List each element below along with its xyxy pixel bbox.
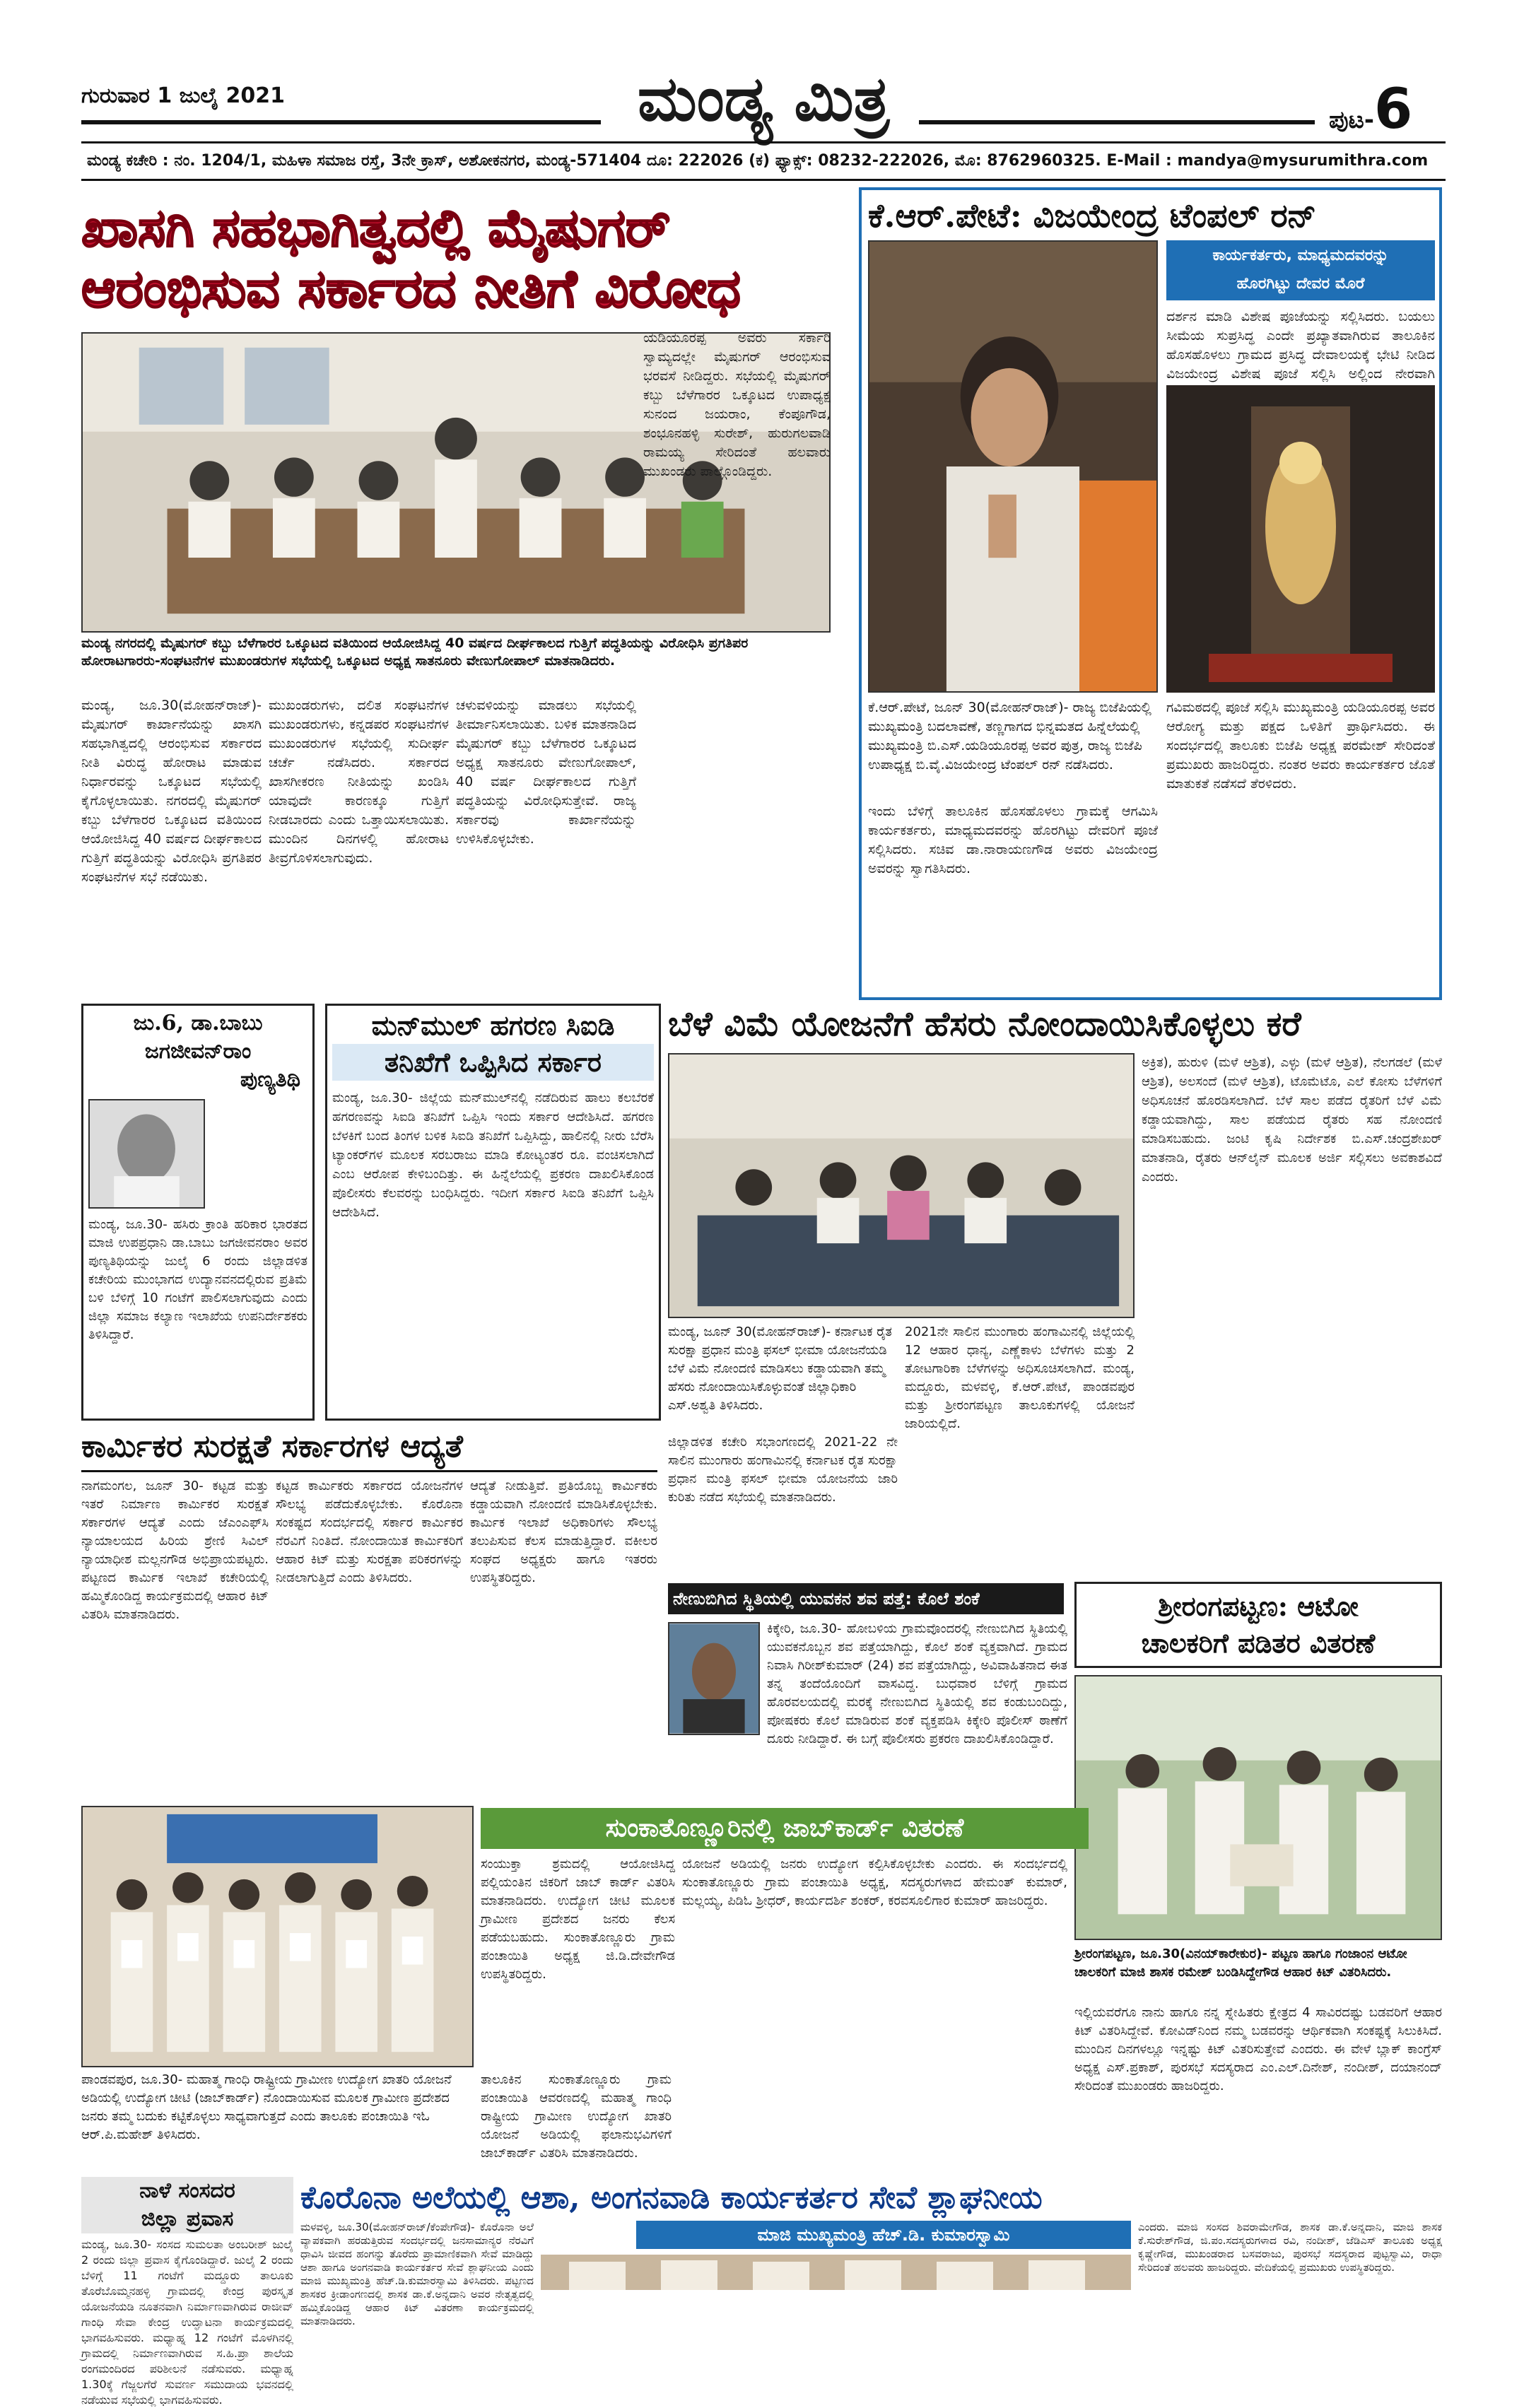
insurance-col-3: ಅಕ್ರಿತ), ಹುರುಳಿ (ಮಳೆ ಆಶ್ರಿತ), ಎಳ್ಳು (ಮಳೆ ಆಶ್ರಿತ), ನೆಲಗಡಲೆ (ಮಳೆ ಆಶ್ರಿತ), ಅಲಸಂದೆ (ಮಳೆ ಆಶ್ರಿತ), ಟೊಮೆಟೊ, ಎಲೆ ಕೋಸು ಬೆಳೆಗಳಿಗೆ ಅಧಿಸೂಚನೆ ಹೊರಡಿಸಲಾಗಿದೆ. ಬೆಳೆ ಸಾಲ ಪಡೆದ ರೈತರಿಗೆ ಬೆಳೆ ವಿಮೆ ಕಡ್ಡಾಯವಾಗಿದ್ದು, ಸಾಲ ಪಡೆಯದ ರೈತರು ಸಹ ನೋಂದಣಿ ಮಾಡಿಸಬಹುದು. ಜಂಟಿ ಕೃಷಿ ನಿರ್ದೇಶಕ ಬಿ.ಎಸ್.ಚಂದ್ರಶೇಖರ್ ಮಾತನಾಡಿ, ರೈತರು ಆನ್‌ಲೈನ್ ಮೂಲಕ ಅರ್ಜಿ ಸಲ್ಲಿಸಲು ಅವಕಾಶವಿದೆ ಎಂದರು.: [1142, 1055, 1442, 1185]
babu-body: ಮಂಡ್ಯ, ಜೂ.30- ಹಸಿರು ಕ್ರಾಂತಿ ಹರಿಕಾರ ಭಾರತದ ಮಾಜಿ ಉಪಪ್ರಧಾನಿ ಡಾ.ಬಾಬು ಜಗಜೀವನರಾಂ ಅವರ ಪುಣ್ಯತಿಥಿಯನ್ನು ಜುಲೈ 6 ರಂದು ಜಿಲ್ಲಾಡಳಿತ ಕಚೇರಿಯ ಮುಂಭಾಗದ ಉದ್ಯಾನವನದಲ್ಲಿರುವ ಪ್ರತಿಮೆ ಬಳಿ ಬೆಳಿಗ್ಗೆ 10 ಗಂಟೆಗೆ ಪಾಲಿಸಲಾಗುವುದು ಎಂದು ಜಿಲ್ಲಾ ಸಮಾಜ ಕಲ್ಯಾಣ ಇಲಾಖೆಯ ಉಪನಿರ್ದೇಶಕರು ತಿಳಿಸಿದ್ದಾರೆ.: [88, 1217, 307, 1342]
workers-headline: ಕಾರ್ಮಿಕರ ಸುರಕ್ಷತೆ ಸರ್ಕಾರಗಳ ಆದ್ಯತೆ: [81, 1428, 463, 1464]
issue-date: ಗುರುವಾರ 1 ಜುಲೈ 2021: [81, 83, 285, 108]
temple-col-left: ಇಂದು ಬೆಳಿಗ್ಗೆ ತಾಲೂಕಿನ ಹೊಸಹೊಳಲು ಗ್ರಾಮಕ್ಕೆ ಆಗಮಿಸಿ ಕಾರ್ಯಕರ್ತರು, ಮಾಧ್ಯಮದವರನ್ನು ಹೊರಗಿಟ್ಟು ದೇವರಿಗೆ ಪೂಜೆ ಸಲ್ಲಿಸಿದರು. ಸಚಿವ ಡಾ.ನಾರಾಯಣಗೌಡ ಅವರು ವಿಜಯೇಂದ್ರ ಅವರನ್ನು ಸ್ವಾಗತಿಸಿದರು.: [868, 804, 1158, 876]
jobcard-headline: ಸುಂಕಾತೊಣ್ಣೂರಿನಲ್ಲಿ ಜಾಬ್‌ಕಾರ್ಡ್ ವಿತರಣೆ: [481, 1808, 1089, 1849]
jobcard-caption: ಪಾಂಡವಪುರ, ಜೂ.30- ಮಹಾತ್ಮ ಗಾಂಧಿ ರಾಷ್ಟ್ರೀಯ ಗ್ರಾಮೀಣ ಉದ್ಯೋಗ ಖಾತರಿ ಯೋಜನೆ ಅಡಿಯಲ್ಲಿ ಉದ್ಯೋಗ ಚೀಟಿ (ಜಾಬ್‌ಕಾರ್ಡ್) ನೊಂದಾಯಿಸುವ ಮೂಲಕ ಗ್ರಾಮೀಣ ಪ್ರದೇಶದ ಜನರು ತಮ್ಮ ಬದುಕು ಕಟ್ಟಿಕೊಳ್ಳಲು ಸಾಧ್ಯವಾಗುತ್ತದೆ ಎಂದು ತಾಲೂಕು ಪಂಚಾಯಿತಿ ಇಓ ಆರ್.ಪಿ.ಮಹೇಶ್ ತಿಳಿಸಿದರು.: [81, 2071, 474, 2166]
corona-col-1: ಮಳವಳ್ಳಿ, ಜೂ.30(ಮೋಹನ್‌ರಾಜ್/ಕೆಂಪೇಗೌಡ)- ಕೊರೊನಾ ಅಲೆ ವ್ಯಾಪಕವಾಗಿ ಹರಡುತ್ತಿರುವ ಸಂದರ್ಭದಲ್ಲಿ ಜನಸಾಮಾನ್ಯರ ನೆರವಿಗೆ ಧಾವಿಸಿ ಜೀವದ ಹಂಗನ್ನು ತೊರೆದು ಪ್ರಾಮಾಣಿಕವಾಗಿ ಸೇವೆ ಮಾಡಿದ್ದು ಆಶಾ ಹಾಗೂ ಅಂಗನವಾಡಿ ಕಾರ್ಯಕರ್ತರ ಸೇವೆ ಶ್ಲಾಘನೀಯ ಎಂದು ಮಾಜಿ ಮುಖ್ಯಮಂತ್ರಿ ಹೆಚ್.ಡಿ.ಕುಮಾರಸ್ವಾಮಿ ತಿಳಿಸಿದರು. ಪಟ್ಟಣದ ಶಾಸಕರ ಕ್ರೀಡಾಂಗಣದಲ್ಲಿ ಶಾಸಕ ಡಾ.ಕೆ.ಅನ್ನದಾನಿ ಅವರ ನೇತೃತ್ವದಲ್ಲಿ ಹಮ್ಮಿಕೊಂಡಿದ್ದ ಆಹಾರ ಕಿಟ್ ವಿತರಣಾ ಕಾರ್ಯಕ್ರಮದಲ್ಲಿ ಮಾತನಾಡಿದರು.: [300, 2221, 534, 2327]
jobcard-photo: [81, 1806, 474, 2067]
sugar-headline-line-2: ಆರಂಭಿಸುವ ಸರ್ಕಾರದ ನೀತಿಗೆ ವಿರೋಧ: [81, 259, 831, 319]
page-label: ಪುಟ-: [1329, 106, 1374, 134]
workers-col-1: ನಾಗಮಂಗಲ, ಜೂನ್ 30- ಕಟ್ಟಡ ಮತ್ತು ಇತರೆ ನಿರ್ಮಾಣ ಕಾರ್ಮಿಕರ ಸುರಕ್ಷತೆ ಸರ್ಕಾರಗಳ ಆದ್ಯತೆ ಎಂದು ಜೆಎಂಎಫ್‌ಸಿ ನ್ಯಾಯಾಲಯದ ಹಿರಿಯ ಶ್ರೇಣಿ ಸಿವಿಲ್ ನ್ಯಾಯಾಧೀಶ ಮಲ್ಲನಗೌಡ ಅಭಿಪ್ರಾಯಪಟ್ಟರು. ಪಟ್ಟಣದ ಕಾರ್ಮಿಕ ಇಲಾಖೆ ಕಚೇರಿಯಲ್ಲಿ ಹಮ್ಮಿಕೊಂಡಿದ್ದ ಕಾರ್ಯಕ್ರಮದಲ್ಲಿ ಆಹಾರ ಕಿಟ್ ವಿತರಿಸಿ ಮಾತನಾಡಿದರು.: [81, 1479, 269, 1622]
babu-headline-line-3: ಪುಣ್ಯತಿಥಿ: [240, 1067, 300, 1092]
portrait-illustration: [90, 1100, 204, 1207]
insurance-col-1: ಜಿಲ್ಲಾಡಳಿತ ಕಚೇರಿ ಸಭಾಂಗಣದಲ್ಲಿ 2021-22 ನೇ ಸಾಲಿನ ಮುಂಗಾರು ಹಂಗಾಮಿನಲ್ಲಿ ಕರ್ನಾಟಕ ರೈತ ಸುರಕ್ಷಾ ಪ್ರಧಾನ ಮಂತ್ರಿ ಫಸಲ್ ಭೀಮಾ ಯೋಜನೆಯ ಜಾರಿ ಕುರಿತು ನಡೆದ ಸಭೆಯಲ್ಲಿ ಮಾತನಾಡಿದರು.: [668, 1435, 898, 1505]
workers-col-3: ಆದ್ಯತೆ ನೀಡುತ್ತಿವೆ. ಪ್ರತಿಯೊಬ್ಬ ಕಾರ್ಮಿಕರು ಕಡ್ಡಾಯವಾಗಿ ನೋಂದಣಿ ಮಾಡಿಸಿಕೊಳ್ಳಬೇಕು. ಕಾರ್ಮಿಕ ಇಲಾಖೆ ಅಧಿಕಾರಿಗಳು ಸೌಲಭ್ಯ ತಲುಪಿಸುವ ಕೆಲಸ ಮಾಡುತ್ತಿದ್ದಾರೆ. ವಕೀಲರ ಸಂಘದ ಅಧ್ಯಕ್ಷರು ಹಾಗೂ ಇತರರು ಉಪಸ್ಥಿತರಿದ್ದರು.: [470, 1479, 657, 1585]
workers-col-2: ಕಟ್ಟಡ ಕಾರ್ಮಿಕರು ಸರ್ಕಾರದ ಯೋಜನೆಗಳ ಸೌಲಭ್ಯ ಪಡೆದುಕೊಳ್ಳಬೇಕು. ಕೊರೊನಾ ಸಂಕಷ್ಟದ ಸಂದರ್ಭದಲ್ಲಿ ಸರ್ಕಾರ ಕಾರ್ಮಿಕರ ನೆರವಿಗೆ ನಿಂತಿದೆ. ನೋಂದಾಯಿತ ಕಾರ್ಮಿಕರಿಗೆ ಆಹಾರ ಕಿಟ್ ಮತ್ತು ಸುರಕ್ಷತಾ ಪರಿಕರಗಳನ್ನು ನೀಡಲಾಗುತ್ತಿದೆ ಎಂದು ತಿಳಿಸಿದರು.: [276, 1479, 463, 1585]
temple-subhead-line-1: ಕಾರ್ಯಕರ್ತರು, ಮಾಧ್ಯಮದವರನ್ನು: [1212, 247, 1389, 264]
sugar-col-4: ಯಡಿಯೂರಪ್ಪ ಅವರು ಸರ್ಕಾರಿ ಸ್ವಾಮ್ಯದಲ್ಲೇ ಮೈಷುಗರ್ ಆರಂಭಿಸುವ ಭರವಸೆ ನೀಡಿದ್ದರು. ಸಭೆಯಲ್ಲಿ ಮೈಷುಗರ್ ಕಬ್ಬು ಬೆಳೆಗಾರರ ಒಕ್ಕೂಟದ ಉಪಾಧ್ಯಕ್ಷ ಸುನಂದ ಜಯರಾಂ, ಕೆಂಪೂಗೌಡ, ಶಂಭೂನಹಳ್ಳಿ ಸುರೇಶ್, ಹುರುಗಲವಾಡಿ ರಾಮಯ್ಯ ಸೇರಿದಂತೆ ಹಲವಾರು ಮುಖಂಡರು ಪಾಲ್ಗೊಂಡಿದ್ದರು.: [643, 330, 831, 479]
temple-col-right: ಗವಿಮಠದಲ್ಲಿ ಪೂಜೆ ಸಲ್ಲಿಸಿ ಮುಖ್ಯಮಂತ್ರಿ ಯಡಿಯೂರಪ್ಪ ಅವರ ಆರೋಗ್ಯ ಮತ್ತು ಪಕ್ಷದ ಒಳಿತಿಗೆ ಪ್ರಾರ್ಥಿಸಿದರು. ಈ ಸಂದರ್ಭದಲ್ಲಿ ತಾಲೂಕು ಬಿಜೆಪಿ ಅಧ್ಯಕ್ಷ ಪರಮೇಶ್ ಸೇರಿದಂತೆ ಪ್ರಮುಖರು ಹಾಜರಿದ್ದರು. ನಂತರ ಅವರು ಕಾರ್ಯಕರ್ತರ ಜೊತೆ ಮಾತುಕತೆ ನಡೆಸದೆ ತೆರಳಿದರು.: [1166, 700, 1435, 792]
auto-headline-line-1: ಶ್ರೀರಂಗಪಟ್ಟಣ: ಆಟೋ: [1158, 1590, 1359, 1622]
temple-photo-illustration: [869, 242, 1156, 691]
corona-col-5: ಎಂದರು. ಮಾಜಿ ಸಂಸದ ಶಿವರಾಮೇಗೌಡ, ಶಾಸಕ ಡಾ.ಕೆ.ಅನ್ನದಾನಿ, ಮಾಜಿ ಶಾಸಕ ಕೆ.ಸುರೇಶ್‌ಗೌಡ, ಜಿ.ಪಂ.ಸದಸ್ಯರುಗಳಾದ ರವಿ, ನಂದೀಶ್, ಜೆಡಿಎಸ್ ತಾಲೂಕು ಅಧ್ಯಕ್ಷ ಕೃಷ್ಣೇಗೌಡ, ಮುಖಂಡರಾದ ಬಸವರಾಜು, ಪುರಸಭೆ ಸದಸ್ಯರಾದ ಪುಟ್ಟಸ್ವಾಮಿ, ರಾಧಾ ಸೇರಿದಂತೆ ಹಲವರು ಹಾಜರಿದ್ದರು. ವೇದಿಕೆಯಲ್ಲಿ ಪ್ರಮುಖರು ಉಪಸ್ಥಿತರಿದ್ದರು.: [1138, 2221, 1442, 2274]
sugar-col-2: ಮುಖಂಡರುಗಳು, ದಲಿತ ಸಂಘಟನೆಗಳ ಮುಖಂಡರುಗಳು, ಕನ್ನಡಪರ ಸಂಘಟನೆಗಳ ಮುಖಂಡರುಗಳ ಸಭೆಯಲ್ಲಿ ಸುದೀರ್ಘ ಚರ್ಚೆ ನಡೆಸಿದರು. ಸರ್ಕಾರದ ಖಾಸಗೀಕರಣ ನೀತಿಯನ್ನು ಖಂಡಿಸಿ ಯಾವುದೇ ಕಾರಣಕ್ಕೂ ಗುತ್ತಿಗೆ ನೀಡಬಾರದು ಎಂದು ಒತ್ತಾಯಿಸಲಾಯಿತು. ಮುಂದಿನ ದಿನಗಳಲ್ಲಿ ಹೋರಾಟ ತೀವ್ರಗೊಳಿಸಲಾಗುವುದು.: [269, 698, 449, 866]
temple-subhead: [1166, 240, 1435, 300]
sansad-headline-line-2: ಜಿಲ್ಲಾ ಪ್ರವಾಸ: [141, 2207, 234, 2231]
masthead-rule-right: [919, 120, 1315, 124]
corona-stage-photo-strip: [541, 2255, 1131, 2290]
insurance-meeting-photo: [668, 1053, 1135, 1318]
death-headline: ನೇಣುಬಿಗಿದ ಸ್ಥಿತಿಯಲ್ಲಿ ಯುವಕನ ಶವ ಪತ್ತೆ: ಕೊಲೆ ಶಂಕೆ: [673, 1589, 980, 1609]
sansad-headline-line-1: ನಾಳೆ ಸಂಸದರ: [139, 2178, 235, 2203]
babu-headline-line-2: ಜಗಜೀವನ್‌ರಾಂ: [144, 1039, 252, 1064]
temple-photo: [868, 240, 1158, 693]
sugar-col-1: ಮಂಡ್ಯ, ಜೂ.30(ಮೋಹನ್‌ರಾಜ್)- ಮೈಷುಗರ್ ಕಾರ್ಖಾನೆಯನ್ನು ಖಾಸಗಿ ಸಹಭಾಗಿತ್ವದಲ್ಲಿ ಆರಂಭಿಸುವ ಸರ್ಕಾರದ ನೀತಿ ವಿರುದ್ಧ ಹೋರಾಟ ಮಾಡುವ ನಿರ್ಧಾರವನ್ನು ಒಕ್ಕೂಟದ ಸಭೆಯಲ್ಲಿ ಕೈಗೊಳ್ಳಲಾಯಿತು. ನಗರದಲ್ಲಿ ಮೈಷುಗರ್ ಕಬ್ಬು ಬೆಳೆಗಾರರ ಒಕ್ಕೂಟದ ವತಿಯಿಂದ ಆಯೋಜಿಸಿದ್ದ 40 ವರ್ಷದ ದೀರ್ಘಕಾಲದ ಗುತ್ತಿಗೆ ಪದ್ಧತಿಯನ್ನು ವಿರೋಧಿಸಿ ಪ್ರಗತಿಪರ ಸಂಘಟನೆಗಳ ಸಭೆ ನಡೆಯಿತು.: [81, 698, 262, 885]
temple-photo-caption: ಕೆ.ಆರ್.ಪೇಟೆ, ಜೂನ್ 30(ಮೋಹನ್‌ರಾಜ್)- ರಾಜ್ಯ ಬಿಜೆಪಿಯಲ್ಲಿ ಮುಖ್ಯಮಂತ್ರಿ ಬದಲಾವಣೆ, ತಣ್ಣಗಾಗದ ಭಿನ್ನಮತದ ಹಿನ್ನೆಲೆಯಲ್ಲಿ ಮುಖ್ಯಮಂತ್ರಿ ಬಿ.ಎಸ್.ಯಡಿಯೂರಪ್ಪ ಅವರ ಪುತ್ರ, ರಾಜ್ಯ ಬಿಜೆಪಿ ಉಪಾಧ್ಯಕ್ಷ ಬಿ.ವೈ.ವಿಜಯೇಂದ್ರ ಟೆಂಪಲ್ ರನ್ ನಡೆಸಿದರು.: [868, 698, 1158, 797]
insurance-headline: ಬೆಳೆ ವಿಮೆ ಯೋಜನೆಗೆ ಹೆಸರು ನೋಂದಾಯಿಸಿಕೊಳ್ಳಲು ಕರೆ: [668, 1004, 1301, 1044]
manmul-body: ಮಂಡ್ಯ, ಜೂ.30- ಜಿಲ್ಲೆಯ ಮನ್‌ಮುಲ್‌ನಲ್ಲಿ ನಡೆದಿರುವ ಹಾಲು ಕಲಬೆರಕೆ ಹಗರಣವನ್ನು ಸಿಐಡಿ ತನಿಖೆಗೆ ಒಪ್ಪಿಸಿ ಇಂದು ಸರ್ಕಾರ ಆದೇಶಿಸಿದೆ. ಹಗರಣ ಬೆಳಕಿಗೆ ಬಂದ ತಿಂಗಳ ಬಳಿಕ ಸಿಐಡಿ ತನಿಖೆಗೆ ಒಪ್ಪಿಸಿದ್ದು, ಹಾಲಿನಲ್ಲಿ ನೀರು ಬೆರೆಸಿ ಟ್ಯಾಂಕರ್‌ಗಳ ಮೂಲಕ ಸರಬರಾಜು ಮಾಡಿ ಕೋಟ್ಯಂತರ ರೂ. ವಂಚಿಸಲಾಗಿದೆ ಎಂಬ ಆರೋಪ ಕೇಳಿಬಂದಿತ್ತು. ಈ ಹಿನ್ನೆಲೆಯಲ್ಲಿ ಪ್ರಕರಣ ದಾಖಲಿಸಿಕೊಂಡ ಪೊಲೀಸರು ಕೆಲವರನ್ನು ಬಂಧಿಸಿದ್ದರು. ಇದೀಗ ಸರ್ಕಾರ ಸಿಐಡಿ ತನಿಖೆಗೆ ಒಪ್ಪಿಸಿ ಆದೇಶಿಸಿದೆ.: [332, 1091, 654, 1220]
jobcard-photo-illustration: [83, 1807, 472, 2066]
auto-distribution-photo: [1074, 1675, 1442, 1940]
sugar-col-3: ಚಳುವಳಿಯನ್ನು ಮಾಡಲು ಸಭೆಯಲ್ಲಿ ತೀರ್ಮಾನಿಸಲಾಯಿತು. ಬಳಿಕ ಮಾತನಾಡಿದ ಮೈಷುಗರ್ ಕಬ್ಬು ಬೆಳೆಗಾರರ ಒಕ್ಕೂಟದ ಅಧ್ಯಕ್ಷ ಸಾತನೂರು ವೇಣುಗೋಪಾಲ್, 40 ವರ್ಷ ದೀರ್ಘಕಾಲದ ಗುತ್ತಿಗೆ ಪದ್ಧತಿಯನ್ನು ವಿರೋಧಿಸುತ್ತೇವೆ. ರಾಜ್ಯ ಸರ್ಕಾರವು ಕಾರ್ಖಾನೆಯನ್ನು ಉಳಿಸಿಕೊಳ್ಳಬೇಕು.: [456, 698, 636, 847]
temple-headline: ಕೆ.ಆರ್.ಪೇಟೆ: ವಿಜಯೇಂದ್ರ ಟೆಂಪಲ್ ರನ್: [868, 196, 1317, 235]
victim-portrait-illustration: [669, 1623, 758, 1734]
sugar-headline-line-1: ಖಾಸಗಿ ಸಹಭಾಗಿತ್ವದಲ್ಲಿ ಮೈಷುಗರ್: [81, 198, 831, 259]
corona-headline: ಕೊರೊನಾ ಅಲೆಯಲ್ಲಿ ಆಶಾ, ಅಂಗನವಾಡಿ ಕಾರ್ಯಕರ್ತರ ಸೇವೆ ಶ್ಲಾಘನೀಯ: [300, 2180, 1043, 2216]
jobcard-col-2: ಸಂಯುಕ್ತಾ ಶ್ರಮದಲ್ಲಿ ಆಯೋಜಿಸಿದ್ದ ಪಲ್ಲಿಯಂತಿನ ಜಿಕರಿಗೆ ಜಾಬ್ ಕಾರ್ಡ್ ವಿತರಿಸಿ ಮಾತನಾಡಿದರು. ಉದ್ಯೋಗ ಚೀಟಿ ಮೂಲಕ ಗ್ರಾಮೀಣ ಪ್ರದೇಶದ ಜನರು ಕೆಲಸ ಪಡೆಯಬಹುದು. ಸುಂಕಾತೊಣ್ಣೂರು ಗ್ರಾಮ ಪಂಚಾಯಿತಿ ಅಧ್ಯಕ್ಷ ಜಿ.ಡಿ.ದೇವೇಗೌಡ ಉಪಸ್ಥಿತರಿದ್ದರು.: [481, 1857, 675, 1982]
sugar-photo-caption: ಮಂಡ್ಯ ನಗರದಲ್ಲಿ ಮೈಷುಗರ್ ಕಬ್ಬು ಬೆಳೆಗಾರರ ಒಕ್ಕೂಟದ ವತಿಯಿಂದ ಆಯೋಜಿಸಿದ್ದ 40 ವರ್ಷದ ದೀರ್ಘಕಾಲದ ಗುತ್ತಿಗೆ ಪದ್ಧತಿಯನ್ನು ವಿರೋಧಿಸಿ ಪ್ರಗತಿಪರ ಹೋರಾಟಗಾರರು-ಸಂಘಟನೆಗಳ ಮುಖಂಡರುಗಳ ಸಭೆಯಲ್ಲಿ ಒಕ್ಕೂಟದ ಅಧ್ಯಕ್ಷ ಸಾತನೂರು ವೇಣುಗೋಪಾಲ್ ಮಾತನಾಡಿದರು.: [81, 635, 831, 691]
insurance-photo-illustration: [669, 1055, 1133, 1317]
insurance-col-2: 2021ನೇ ಸಾಲಿನ ಮುಂಗಾರು ಹಂಗಾಮಿನಲ್ಲಿ ಜಿಲ್ಲೆಯಲ್ಲಿ 12 ಆಹಾರ ಧಾನ್ಯ, ಎಣ್ಣೆಕಾಳು ಬೆಳೆಗಳು ಮತ್ತು 2 ತೋಟಗಾರಿಕಾ ಬೆಳೆಗಳನ್ನು ಅಧಿಸೂಚಿಸಲಾಗಿದೆ. ಮಂಡ್ಯ, ಮದ್ದೂರು, ಮಳವಳ್ಳಿ, ಕೆ.ಆರ್.ಪೇಟೆ, ಪಾಂಡವಪುರ ಮತ್ತು ಶ್ರೀರಂಗಪಟ್ಟಣ ತಾಲೂಕುಗಳಲ್ಲಿ ಯೋಜನೆ ಜಾರಿಯಲ್ಲಿದೆ.: [905, 1325, 1135, 1431]
temple-side-text: ದರ್ಶನ ಮಾಡಿ ವಿಶೇಷ ಪೂಜೆಯನ್ನು ಸಲ್ಲಿಸಿದರು. ಬಯಲು ಸೀಮೆಯ ಸುಪ್ರಸಿದ್ಧ ಎಂದೇ ಪ್ರಖ್ಯಾತವಾಗಿರುವ ತಾಲೂಕಿನ ಹೊಸಹೊಳಲು ಗ್ರಾಮದ ಪ್ರಸಿದ್ಧ ದೇವಾಲಯಕ್ಕೆ ಭೇಟಿ ನೀಡಿದ ವಿಜಯೇಂದ್ರ ವಿಶೇಷ ಪೂಜೆ ಸಲ್ಲಿಸಿ ಅಲ್ಲಿಂದ ನೇರವಾಗಿ: [1166, 309, 1435, 382]
idol-illustration: [1166, 385, 1435, 693]
sansad-headline: [81, 2177, 293, 2233]
temple-idol-image: [1166, 385, 1435, 693]
manmul-headline-line-2: ತನಿಖೆಗೆ ಒಪ್ಪಿಸಿದ ಸರ್ಕಾರ: [332, 1044, 654, 1081]
page-number-value: 6: [1374, 78, 1413, 141]
corona-subhead: ಮಾಜಿ ಮುಖ್ಯಮಂತ್ರಿ ಹೆಚ್.ಡಿ. ಕುಮಾರಸ್ವಾಮಿ: [636, 2221, 1131, 2249]
page-number: [1329, 78, 1412, 141]
auto-headline-line-2: ಚಾಲಕರಿಗೆ ಪಡಿತರ ವಿತರಣೆ: [1141, 1627, 1376, 1659]
auto-headline: [1074, 1582, 1442, 1668]
temple-subhead-line-2: ಹೊರಗಿಟ್ಟು ದೇವರ ಮೊರೆ: [1236, 275, 1365, 293]
babu-headline: [88, 1009, 307, 1094]
death-victim-photo: [668, 1622, 760, 1735]
manmul-headline: [332, 1007, 654, 1081]
corona-photo-illustration: [541, 2255, 1131, 2290]
office-address-bar: ಮಂಡ್ಯ ಕಚೇರಿ : ನಂ. 1204/1, ಮಹಿಳಾ ಸಮಾಜ ರಸ್ತೆ, 3ನೇ ಕ್ರಾಸ್, ಅಶೋಕನಗರ, ಮಂಡ್ಯ-571404 ದೂ: 222026 (ಕ) ಫ್ಯಾಕ್ಸ್: 08232-222026, ಮೊ: 8762960325. E-Mail : mandya@mysurumithra.com: [81, 141, 1446, 181]
babu-headline-line-1: ಜು.6, ಡಾ.ಬಾಬು: [133, 1011, 263, 1035]
insurance-photo-caption: ಮಂಡ್ಯ, ಜೂನ್ 30(ಮೋಹನ್‌ರಾಜ್)- ಕರ್ನಾಟಕ ರೈತ ಸುರಕ್ಷಾ ಪ್ರಧಾನ ಮಂತ್ರಿ ಫಸಲ್ ಭೀಮಾ ಯೋಜನೆಯಡಿ ಬೆಳೆ ವಿಮೆ ನೋಂದಣಿ ಮಾಡಿಸಲು ಕಡ್ಡಾಯವಾಗಿ ತಮ್ಮ ಹೆಸರು ನೋಂದಾಯಿಸಿಕೊಳ್ಳುವಂತೆ ಜಿಲ್ಲಾಧಿಕಾರಿ ಎಸ್.ಅಶ್ವತಿ ತಿಳಿಸಿದರು.: [668, 1323, 898, 1429]
manmul-headline-line-1: ಮನ್‌ಮುಲ್ ಹಗರಣ ಸಿಐಡಿ: [371, 1009, 615, 1041]
auto-photo-illustration: [1076, 1676, 1441, 1939]
workers-rule: [81, 1470, 657, 1472]
sugar-headline: [81, 198, 831, 319]
jobcard-col-1: ತಾಲೂಕಿನ ಸುಂಕಾತೊಣ್ಣೂರು ಗ್ರಾಮ ಪಂಚಾಯಿತಿ ಆವರಣದಲ್ಲಿ ಮಹಾತ್ಮ ಗಾಂಧಿ ರಾಷ್ಟ್ರೀಯ ಗ್ರಾಮೀಣ ಉದ್ಯೋಗ ಖಾತರಿ ಯೋಜನೆ ಅಡಿಯಲ್ಲಿ ಫಲಾನುಭವಿಗಳಿಗೆ ಜಾಬ್‌ಕಾರ್ಡ್ ವಿತರಿಸಿ ಮಾತನಾಡಿದರು.: [481, 2072, 672, 2161]
jobcard-col-3: ಯೋಜನೆ ಅಡಿಯಲ್ಲಿ ಜನರು ಉದ್ಯೋಗ ಕಲ್ಪಿಸಿಕೊಳ್ಳಬೇಕು ಎಂದರು. ಈ ಸಂದರ್ಭದಲ್ಲಿ ಸುಂಕಾತೊಣ್ಣೂರು ಗ್ರಾಮ ಪಂಚಾಯಿತಿ ಅಧ್ಯಕ್ಷ, ಸದಸ್ಯರುಗಳಾದ ಹೇಮಂತ್ ಕುಮಾರ್, ಮಲ್ಲಯ್ಯ, ಪಿಡಿಓ ಶ್ರೀಧರ್, ಕಾರ್ಯದರ್ಶಿ ಶಂಕರ್, ಕರವಸೂಲಿಗಾರ ಕುಮಾರ್ ಹಾಜರಿದ್ದರು.: [682, 1857, 1067, 1908]
newspaper-title: ಮಂಡ್ಯ ಮಿತ್ರ: [638, 61, 889, 135]
masthead-rule-left: [81, 120, 601, 124]
death-body: ಕಿಕ್ಕೇರಿ, ಜೂ.30- ಹೋಬಳಿಯ ಗ್ರಾಮವೊಂದರಲ್ಲಿ ನೇಣುಬಿಗಿದ ಸ್ಥಿತಿಯಲ್ಲಿ ಯುವಕನೊಬ್ಬನ ಶವ ಪತ್ತೆಯಾಗಿದ್ದು, ಕೊಲೆ ಶಂಕೆ ವ್ಯಕ್ತವಾಗಿದೆ. ಗ್ರಾಮದ ನಿವಾಸಿ ಗಿರೀಶ್‌ಕುಮಾರ್ (24) ಶವ ಪತ್ತೆಯಾಗಿದ್ದು, ಅವಿವಾಹಿತನಾದ ಈತ ತನ್ನ ತಂದೆಯೊಂದಿಗೆ ವಾಸವಿದ್ದ. ಬುಧವಾರ ಬೆಳಿಗ್ಗೆ ಗ್ರಾಮದ ಹೊರವಲಯದಲ್ಲಿ ಮರಕ್ಕೆ ನೇಣುಬಿಗಿದ ಸ್ಥಿತಿಯಲ್ಲಿ ಶವ ಕಂಡುಬಂದಿದ್ದು, ಪೋಷಕರು ಕೊಲೆ ಮಾಡಿರುವ ಶಂಕೆ ವ್ಯಕ್ತಪಡಿಸಿ ಕಿಕ್ಕೇರಿ ಪೊಲೀಸ್ ಠಾಣೆಗೆ ದೂರು ನೀಡಿದ್ದಾರೆ. ಈ ಬಗ್ಗೆ ಪೊಲೀಸರು ಪ್ರಕರಣ ದಾಖಲಿಸಿಕೊಂಡಿದ್ದಾರೆ.: [767, 1621, 1067, 1746]
auto-photo-caption: ಶ್ರೀರಂಗಪಟ್ಟಣ, ಜೂ.30(ವಿನಯ್‌ಕಾರೇಕುರ)- ಪಟ್ಟಣ ಹಾಗೂ ಗಂಜಾಂನ ಆಟೋ ಚಾಲಕರಿಗೆ ಮಾಜಿ ಶಾಸಕ ರಮೇಶ್ ಬಂಡಿಸಿದ್ದೇಗೌಡ ಆಹಾರ ಕಿಟ್ ವಿತರಿಸಿದರು.: [1074, 1945, 1442, 2002]
auto-body: ಇಲ್ಲಿಯವರೆಗೂ ನಾನು ಹಾಗೂ ನನ್ನ ಸ್ನೇಹಿತರು ಕ್ಷೇತ್ರದ 4 ಸಾವಿರದಷ್ಟು ಬಡವರಿಗೆ ಆಹಾರ ಕಿಟ್ ವಿತರಿಸಿದ್ದೇವೆ. ಕೋವಿಡ್‌ನಿಂದ ನಮ್ಮ ಬಡವರನ್ನು ಆರ್ಥಿಕವಾಗಿ ಸಂಕಷ್ಟಕ್ಕೆ ಸಿಲುಕಿಸಿದೆ. ಮುಂದಿನ ದಿನಗಳಲ್ಲೂ ಇನ್ನಷ್ಟು ಕಿಟ್ ವಿತರಿಸುತ್ತೇವೆ ಎಂದರು. ಈ ವೇಳೆ ಬ್ಲಾಕ್ ಕಾಂಗ್ರೆಸ್ ಅಧ್ಯಕ್ಷ ಎಸ್.ಪ್ರಕಾಶ್, ಪುರಸಭೆ ಸದಸ್ಯರಾದ ಎಂ.ಎಲ್.ದಿನೇಶ್, ನಂದೀಶ್, ದಯಾನಂದ್ ಸೇರಿದಂತೆ ಮುಖಂಡರು ಹಾಜರಿದ್ದರು.: [1074, 2005, 1442, 2093]
sansad-body: ಮಂಡ್ಯ, ಜೂ.30- ಸಂಸದ ಸುಮಲತಾ ಅಂಬರೀಶ್ ಜುಲೈ 2 ರಂದು ಜಿಲ್ಲಾ ಪ್ರವಾಸ ಕೈಗೊಂಡಿದ್ದಾರೆ. ಜುಲೈ 2 ರಂದು ಬೆಳಿಗ್ಗೆ 11 ಗಂಟೆಗೆ ಮದ್ದೂರು ತಾಲೂಕು ತೊರೆಬೊಮ್ಮನಹಳ್ಳಿ ಗ್ರಾಮದಲ್ಲಿ ಕೇಂದ್ರ ಪುರಸ್ಕೃತ ಯೋಜನೆಯಡಿ ನೂತನವಾಗಿ ನಿರ್ಮಾಣವಾಗಿರುವ ರಾಜೀವ್ ಗಾಂಧಿ ಸೇವಾ ಕೇಂದ್ರ ಉದ್ಘಾಟನಾ ಕಾರ್ಯಕ್ರಮದಲ್ಲಿ ಭಾಗವಹಿಸುವರು. ಮಧ್ಯಾಹ್ನ 12 ಗಂಟೆಗೆ ಮೊಳಗಿನಲ್ಲಿ ಗ್ರಾಮದಲ್ಲಿ ನಿರ್ಮಾಣವಾಗಿರುವ ಸ.ಹಿ.ಪ್ರಾ ಶಾಲೆಯ ರಂಗಮಂದಿರದ ಪರಿಶೀಲನೆ ನಡೆಸುವರು. ಮಧ್ಯಾಹ್ನ 1.30ಕ್ಕೆ ಗೆಜ್ಜಲಗೆರೆ ಸುವರ್ಣ ಸಮುದಾಯ ಭವನದಲ್ಲಿ ನಡೆಯುವ ಸಭೆಯಲ್ಲಿ ಭಾಗವಹಿಸುವರು.: [81, 2238, 293, 2407]
babu-portrait: [88, 1099, 205, 1209]
